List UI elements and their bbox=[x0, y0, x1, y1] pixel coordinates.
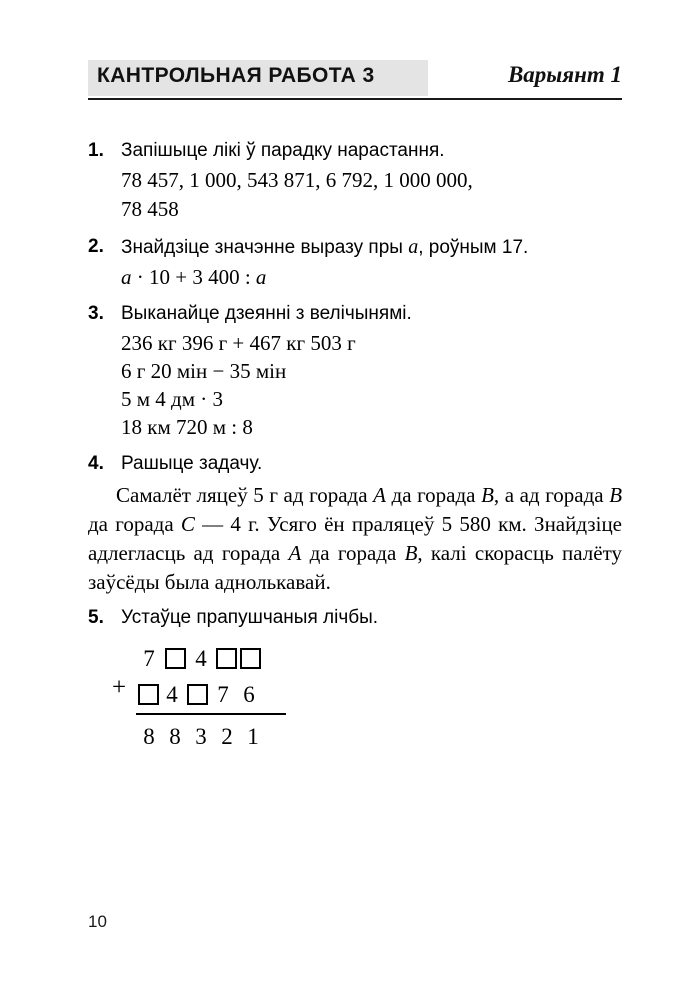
paragraph-text: , калі скорасць палёту заўсёды была аднолькавай. bbox=[88, 541, 622, 594]
page-title: КАНТРОЛЬНАЯ РАБОТА 3 bbox=[97, 64, 375, 87]
task-1-head bbox=[88, 138, 622, 164]
task-3-line-1: 236 кг 396 г + 467 кг 503 г bbox=[121, 331, 356, 355]
city-label: C bbox=[180, 512, 195, 536]
tasks-container bbox=[88, 138, 622, 759]
city-label: B bbox=[481, 483, 494, 507]
plus-operator: + bbox=[112, 674, 127, 701]
task-3-line-3: 5 м 4 дм · 3 bbox=[121, 387, 224, 411]
city-label: A bbox=[373, 483, 386, 507]
task-2-prompt-post: , роўным 17. bbox=[418, 237, 529, 258]
task-4-prompt: Рашыце задачу. bbox=[121, 453, 263, 474]
task-3-line-4: 18 км 720 м : 8 bbox=[121, 415, 253, 439]
page-number: 10 bbox=[88, 912, 107, 931]
task-5-number: 5. bbox=[88, 607, 104, 628]
task-1-prompt: Запішыце лікі ў парадку нарастання. bbox=[121, 140, 445, 161]
addend-1-blank-box-5[interactable] bbox=[238, 643, 262, 673]
sum-row bbox=[136, 721, 266, 751]
paragraph-text: да горада bbox=[385, 483, 482, 507]
task-1-line-2: 78 458 bbox=[121, 197, 179, 221]
city-label: A bbox=[288, 541, 302, 565]
page-header bbox=[88, 60, 622, 104]
task-1-number: 1. bbox=[88, 140, 104, 161]
task-2 bbox=[88, 234, 622, 291]
task-4-paragraph bbox=[88, 481, 622, 597]
task-5 bbox=[88, 605, 622, 755]
missing-digit-box[interactable] bbox=[187, 684, 208, 705]
city-label: B bbox=[609, 483, 623, 507]
addend-2-digit-4: 7 bbox=[217, 681, 229, 707]
task-1-body bbox=[88, 166, 622, 224]
addition-problem bbox=[112, 643, 352, 755]
task-2-variable: a bbox=[408, 236, 419, 258]
task-4-head bbox=[88, 451, 622, 477]
task-2-number: 2. bbox=[88, 236, 104, 257]
sum-digit-5: 1 bbox=[247, 723, 259, 749]
missing-digit-box[interactable] bbox=[165, 648, 186, 669]
missing-digit-box[interactable] bbox=[240, 648, 261, 669]
task-3-number: 3. bbox=[88, 303, 104, 324]
missing-digit-box[interactable] bbox=[216, 648, 237, 669]
addend-row-1 bbox=[136, 643, 262, 673]
addend-1-blank-box-2[interactable] bbox=[162, 643, 188, 673]
city-label: B bbox=[404, 541, 418, 565]
paragraph-text: Самалёт ляцеў 5 г ад горада bbox=[116, 483, 374, 507]
addend-1-blank-box-4[interactable] bbox=[214, 643, 238, 673]
missing-digit-box[interactable] bbox=[138, 684, 159, 705]
paragraph-text: , а ад горада bbox=[493, 483, 610, 507]
addend-2-blank-box-3[interactable] bbox=[184, 679, 210, 709]
sum-digit-3: 3 bbox=[195, 723, 207, 749]
task-3-line-2: 6 г 20 мін − 35 мін bbox=[121, 359, 287, 383]
task-4-number: 4. bbox=[88, 453, 104, 474]
task-3-head bbox=[88, 301, 622, 327]
task-3-body bbox=[88, 329, 622, 441]
task-2-head bbox=[88, 234, 622, 261]
addition-rule bbox=[136, 713, 286, 715]
task-3 bbox=[88, 301, 622, 441]
task-5-prompt: Устаўце прапушчаныя лічбы. bbox=[121, 607, 379, 628]
paragraph-text: да горада bbox=[301, 541, 405, 565]
task-2-prompt-pre: Знайдзіце значэнне выразу пры bbox=[121, 237, 409, 258]
header-divider bbox=[88, 98, 622, 100]
task-2-prompt bbox=[121, 237, 528, 258]
task-2-body bbox=[88, 263, 622, 291]
addend-2-blank-box-1[interactable] bbox=[136, 679, 160, 709]
sum-digit-1: 8 bbox=[143, 723, 155, 749]
addend-1-digit-1: 7 bbox=[143, 645, 155, 671]
sum-digit-2: 8 bbox=[169, 723, 181, 749]
task-3-prompt: Выканайце дзеянні з велічынямі. bbox=[121, 303, 412, 324]
addend-2-digit-5: 6 bbox=[243, 681, 255, 707]
addend-row-2 bbox=[136, 679, 262, 709]
paragraph-text: — 4 г. Усяго ён праляцеў 5 580 км. Знайдзіце адлегласць ад горада bbox=[88, 512, 622, 565]
sum-digit-4: 2 bbox=[221, 723, 233, 749]
task-1-line-1: 78 457, 1 000, 543 871, 6 792, 1 000 000, bbox=[121, 168, 473, 192]
task-1 bbox=[88, 138, 622, 224]
addend-1-digit-3: 4 bbox=[195, 645, 207, 671]
variant-label: Варыянт 1 bbox=[507, 62, 622, 87]
task-2-expression: a · 10 + 3 400 : a bbox=[121, 265, 267, 289]
paragraph-text: да горада bbox=[88, 512, 181, 536]
task-4 bbox=[88, 451, 622, 597]
task-5-head bbox=[88, 605, 622, 631]
addend-2-digit-2: 4 bbox=[166, 681, 178, 707]
